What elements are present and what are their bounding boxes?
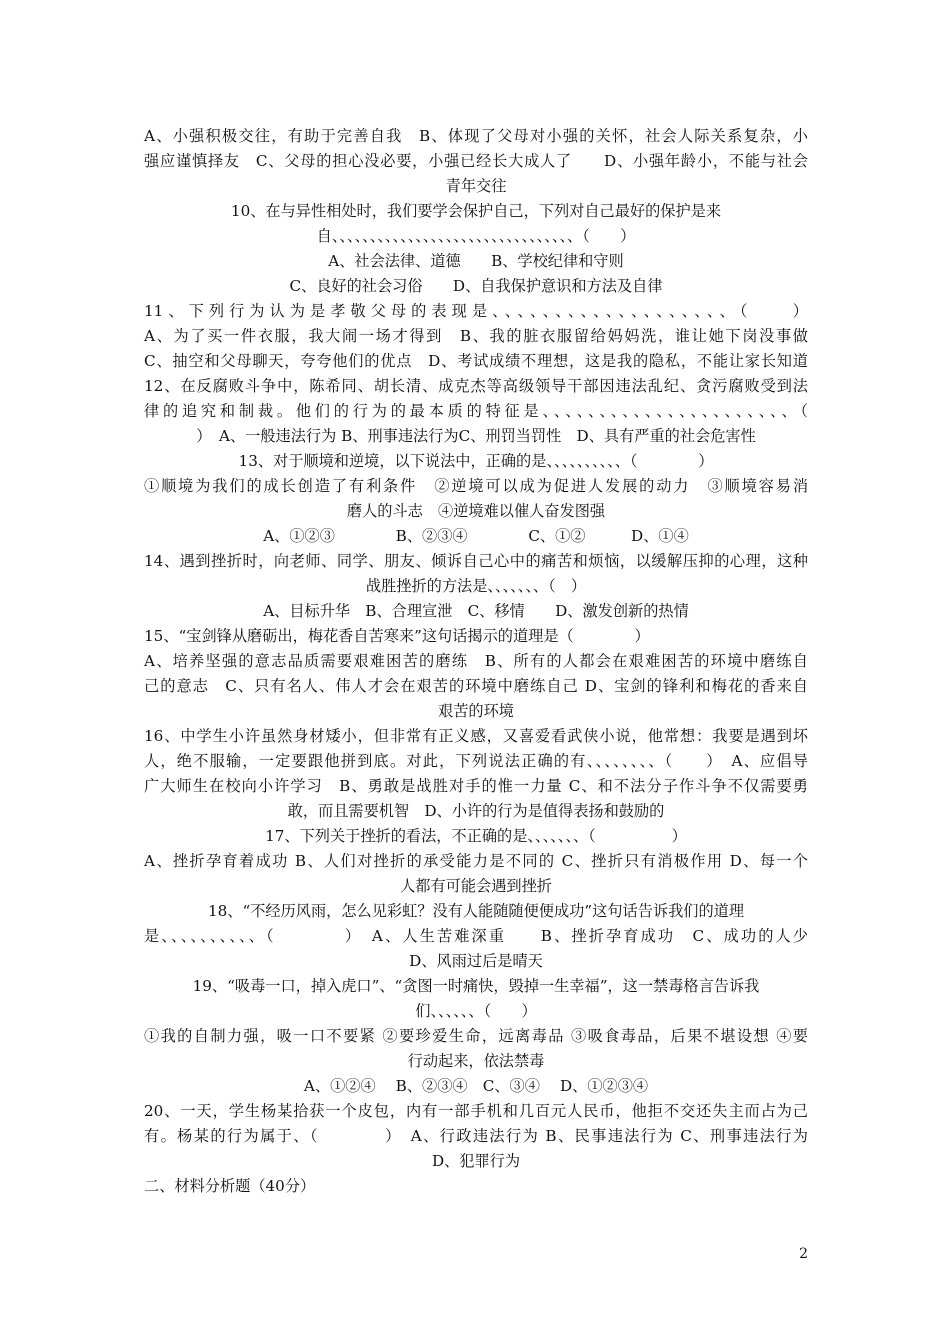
- text-line: A、培养坚强的意志品质需要艰难困苦的磨练 B、所有的人都会在艰难困苦的环境中磨练自: [144, 652, 808, 670]
- text-line: A、目标升华 B、合理宣泄 C、移情 D、激发创新的热情: [263, 602, 689, 620]
- text-line: 19、“吸毒一口，掉入虎口”、“贪图一时痛快，毁掉一生幸福”，这一禁毒格言告诉我: [192, 977, 760, 995]
- text-line: A、挫折孕育着成功 B、人们对挫折的承受能力是不同的 C、挫折只有消极作用 D、每一个: [144, 852, 808, 870]
- text-line: C、抽空和父母聊天，夸夸他们的优点 D、考试成绩不理想，这是我的隐私，不能让家长知道: [144, 352, 808, 370]
- text-line: A、①②③ B、②③④ C、①② D、①④: [263, 527, 689, 545]
- text-line: ①顺境为我们的成长创造了有利条件 ②逆境可以成为促进人发展的动力 ③顺境容易消: [144, 477, 808, 495]
- text-line: A、①②④ B、②③④ C、③④ D、①②③④: [303, 1077, 649, 1095]
- text-line: 13、对于顺境和逆境，以下说法中，正确的是、、、、、、、、、、（ ）: [238, 452, 714, 470]
- text-line: 16、中学生小许虽然身材矮小，但非常有正义感，又喜爱看武侠小说，他常想：我要是遇到坏: [144, 727, 808, 745]
- text-line: D、犯罪行为: [431, 1152, 521, 1170]
- text-line: 18、“不经历风雨，怎么见彩虹？没有人能随随便便成功”这句话告诉我们的道理: [207, 902, 745, 920]
- page-body: [144, 124, 808, 1199]
- text-line: ①我的自制力强，吸一口不要紧 ②要珍爱生命，远离毒品 ③吸食毒品，后果不堪设想 ④要: [144, 1027, 808, 1045]
- text-line: 战胜挫折的方法是、、、、、、、（ ）: [365, 577, 587, 595]
- text-line: A、为了买一件衣服，我大闹一场才得到 B、我的脏衣服留给妈妈洗，谁让她下岗没事做: [144, 327, 808, 345]
- text-line: 12、在反腐败斗争中，陈希同、胡长清、成克杰等高级领导干部因违法乱纪、贪污腐败受到法: [144, 377, 808, 395]
- text-line: 是、、、、、、、、、、（ ） A、人生苦难深重 B、挫折孕育成功 C、成功的人少: [144, 927, 808, 945]
- text-line: 律的追究和制裁。他们的行为的最本质的特征是、、、、、、、、、、、、、、、、、、、、、、（: [144, 402, 808, 420]
- text-line: A、社会法律、道德 B、学校纪律和守则: [328, 252, 624, 270]
- text-line: 人都有可能会遇到挫折: [400, 877, 552, 895]
- text-line: 10、在与异性相处时，我们要学会保护自己，下列对自己最好的保护是来: [230, 202, 722, 220]
- text-line: 敢，而且需要机智 D、小许的行为是值得表扬和鼓励的: [287, 802, 665, 820]
- text-line: 11、下列行为认为是孝敬父母的表现是、、、、、、、、、、、、、、、、、、、（ ）: [144, 302, 808, 320]
- text-line: 己的意志 C、只有名人、伟人才会在艰苦的环境中磨练自己 D、宝剑的锋利和梅花的香来自: [144, 677, 808, 695]
- text-line: D、风雨过后是晴天: [409, 952, 543, 970]
- page-number: 2: [799, 1246, 808, 1262]
- text-line: 有。杨某的行为属于、（ ） A、行政违法行为 B、民事违法行为 C、刑事违法行为: [144, 1127, 808, 1145]
- text-line: A、小强积极交往，有助于完善自我 B、体现了父母对小强的关怀，社会人际关系复杂，小: [144, 127, 808, 145]
- text-line: 自、、、、、、、、、、、、、、、、、、、、、、、、、、、、、、、、（ ）: [316, 227, 636, 245]
- text-line: 二、材料分析题（40分）: [144, 1177, 316, 1195]
- text-line: 17、下列关于挫折的看法，不正确的是、、、、、、、（ ）: [265, 827, 687, 845]
- text-line: 青年交往: [445, 177, 507, 195]
- text-line: C、良好的社会习俗 D、自我保护意识和方法及自律: [289, 277, 663, 295]
- text-line: 20、一天，学生杨某拾获一个皮包，内有一部手机和几百元人民币，他拒不交还失主而占为己: [144, 1102, 808, 1120]
- text-line: 强应谨慎择友 C、父母的担心没必要，小强已经长大成人了 D、小强年龄小，不能与社会: [144, 152, 808, 170]
- text-line: 行动起来，依法禁毒: [407, 1052, 545, 1070]
- text-line: 们、、、、、、（ ）: [415, 1002, 537, 1020]
- text-line: 艰苦的环境: [438, 702, 514, 720]
- text-line: 14、遇到挫折时，向老师、同学、朋友、倾诉自己心中的痛苦和烦恼，以缓解压抑的心理，这种: [144, 552, 808, 570]
- text-line: 广大师生在校向小许学习 B、勇敢是战胜对手的惟一力量 C、和不法分子作斗争不仅需要勇: [144, 777, 808, 795]
- text-line: 15、“宝剑锋从磨砺出，梅花香自苦寒来”这句话揭示的道理是（ ）: [144, 627, 650, 645]
- text-line: 磨人的斗志 ④逆境难以催人奋发图强: [346, 502, 606, 520]
- text-line: ） A、一般违法行为 B、刑事违法行为C、刑罚当罚性 D、具有严重的社会危害性: [196, 427, 756, 445]
- text-line: 人，绝不服输，一定要跟他拼到底。对此，下列说法正确的有、、、、、、、、（ ） A、应倡导: [144, 752, 808, 770]
